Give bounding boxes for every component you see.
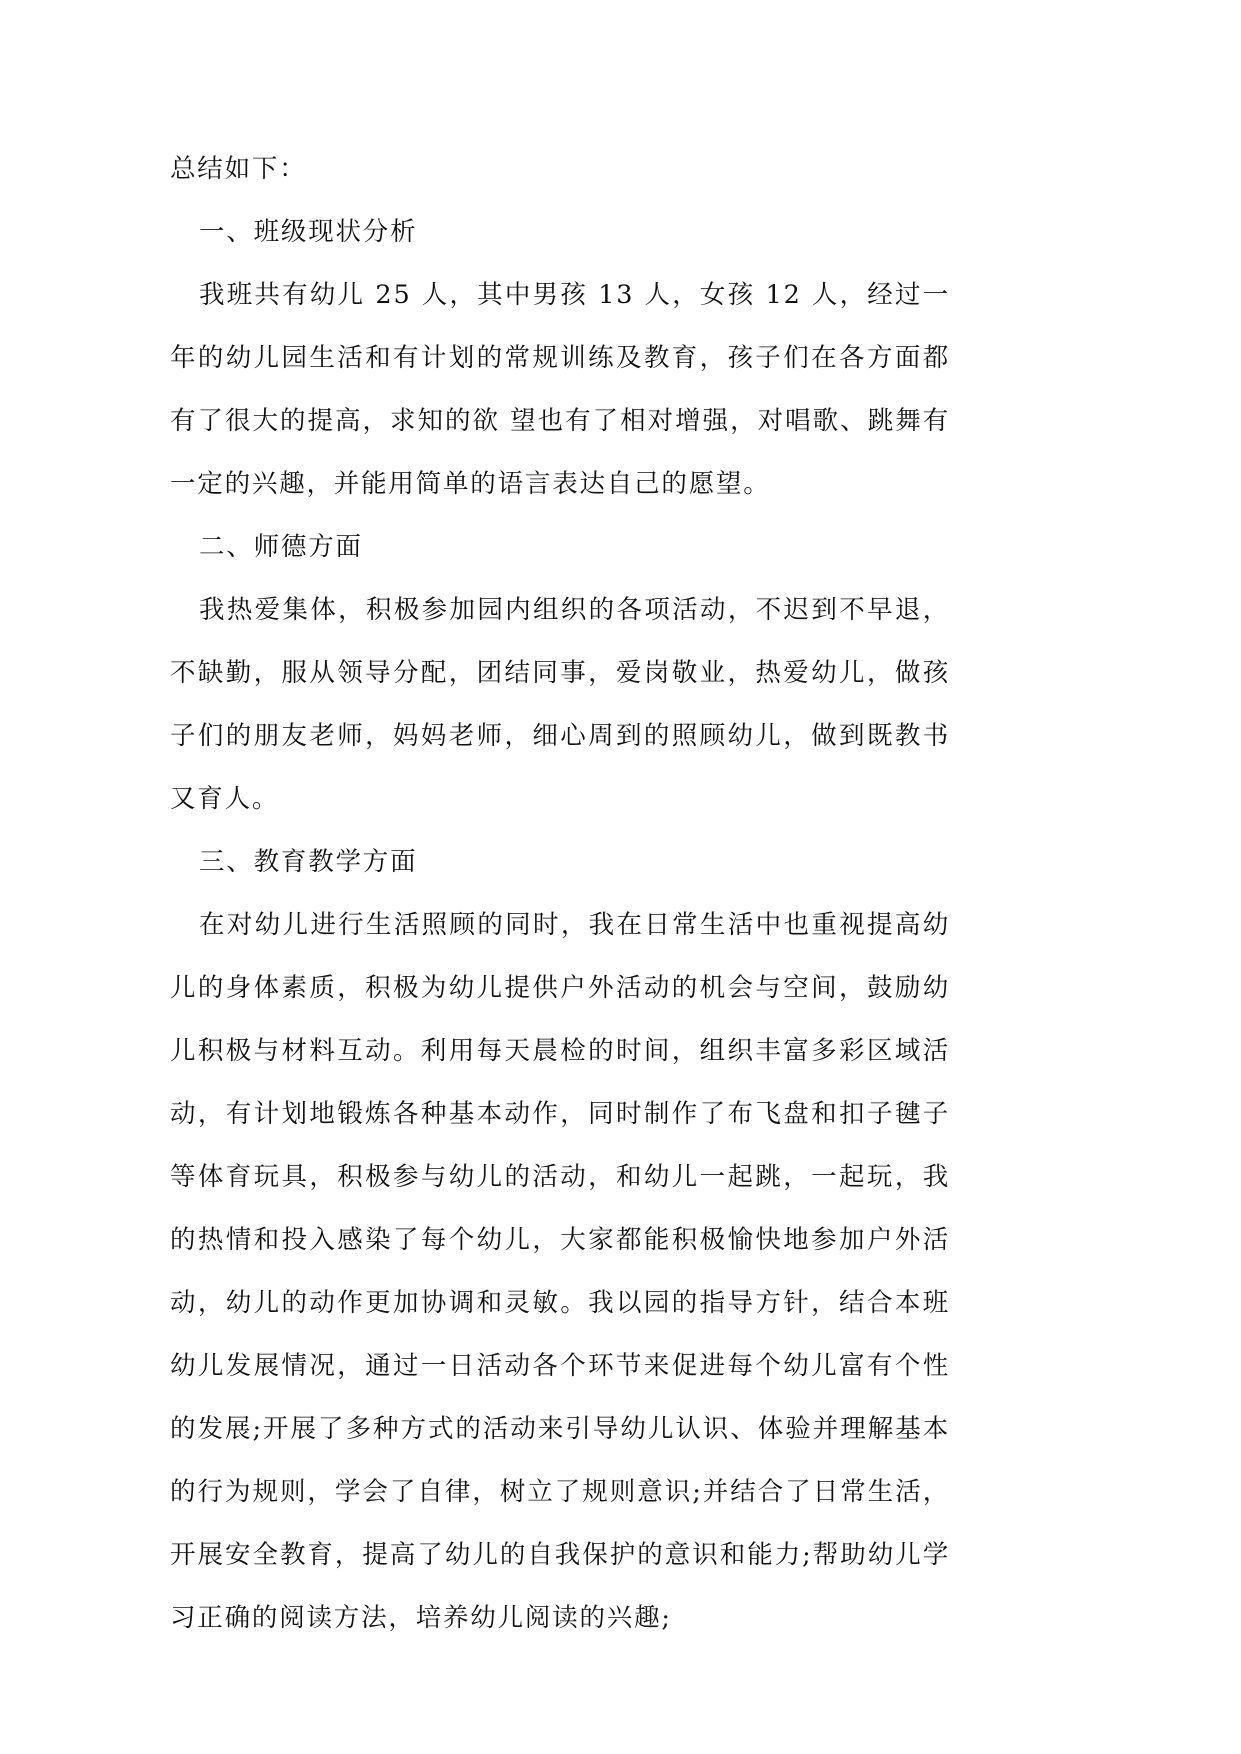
section-heading-class-status: 一、班级现状分析 <box>199 217 418 247</box>
paragraph-class-status: 我班共有幼儿 25 人，其中男孩 13 人，女孩 12 人，经过一年的幼儿园生活和有计划的常规训练及教育，孩子们在各方面都有了很大的提高，求知的欲 望也有了相对增强，对唱歌、跳舞有一定的兴趣，并能用简单的语言表达自己的愿望。 <box>170 280 950 499</box>
intro-line: 总结如下： <box>170 154 307 184</box>
section-heading-education-teaching: 三、教育教学方面 <box>199 847 418 877</box>
paragraph-teacher-ethics: 我热爱集体，积极参加园内组织的各项活动，不迟到不早退，不缺勤，服从领导分配，团结同事，爱岗敬业，热爱幼儿，做孩子们的朋友老师，妈妈老师，细心周到的照顾幼儿，做到既教书又育人。 <box>170 595 950 814</box>
paragraph-education-teaching: 在对幼儿进行生活照顾的同时，我在日常生活中也重视提高幼儿的身体素质，积极为幼儿提供户外活动的机会与空间，鼓励幼儿积极与材料互动。利用每天晨检的时间，组织丰富多彩区域活动，有计划地锻炼各种基本动作，同时制作了布飞盘和扣子毽子等体育玩具，积极参与幼儿的活动，和幼儿一起跳，一起玩，我的热情和投入感染了每个幼儿，大家都能积极愉快地参加户外活动，幼儿的动作更加协调和灵敏。我以园的指导方针，结合本班幼儿发展情况，通过一日活动各个环节来促进每个幼儿富有个性的发展;开展了多种方式的活动来引导幼儿认识、体验并理解基本的行为规则，学会了自律，树立了规则意识;并结合了日常生活，开展安全教育，提高了幼儿的自我保护的意识和能力;帮助幼儿学习正确的阅读方法，培养幼儿阅读的兴趣; <box>170 910 950 1633</box>
document-body <box>170 138 950 1650</box>
section-heading-teacher-ethics: 二、师德方面 <box>199 532 363 562</box>
